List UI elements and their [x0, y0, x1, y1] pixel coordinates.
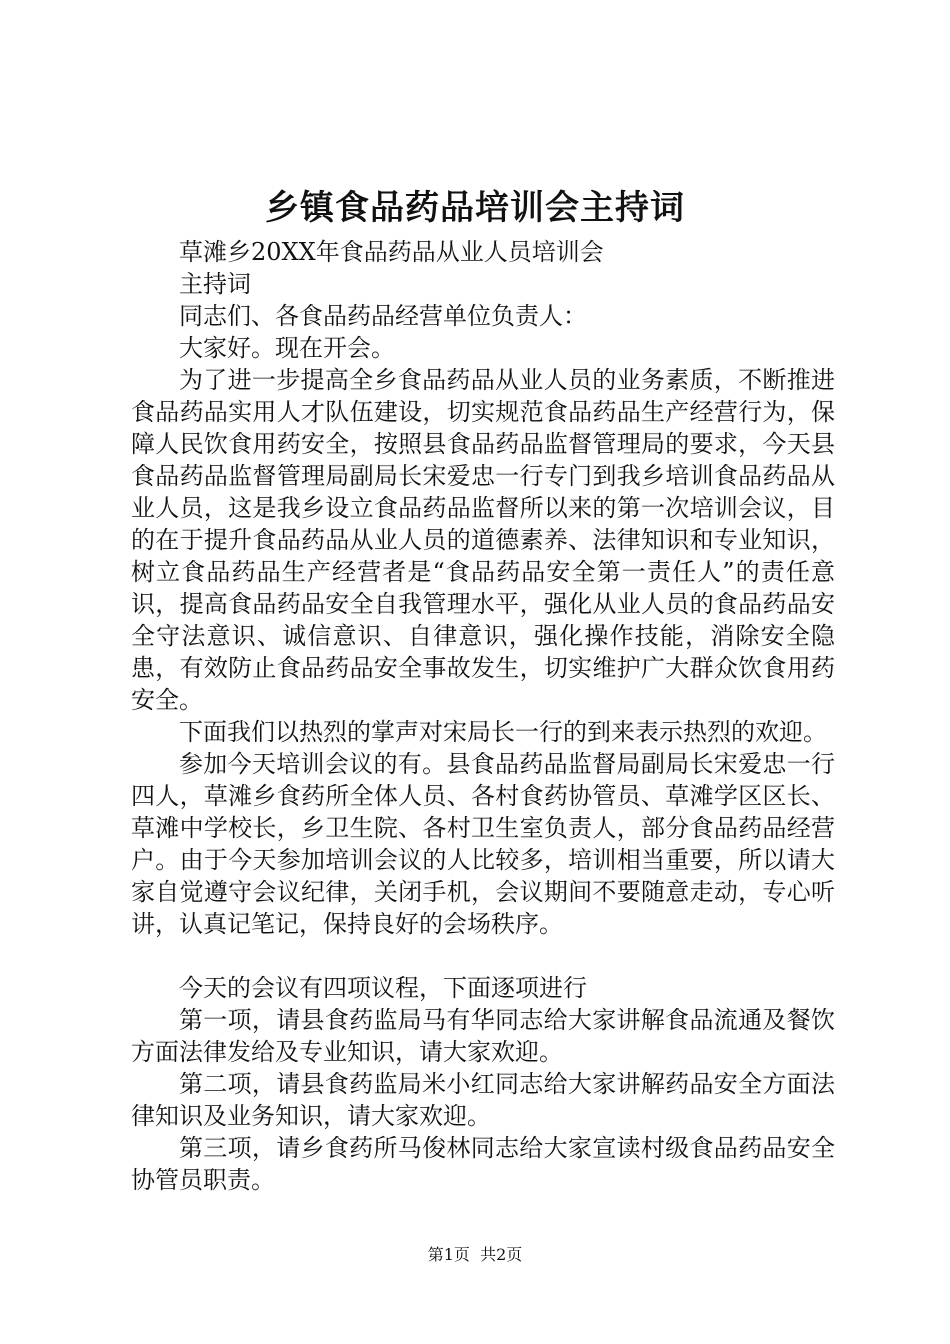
paragraph-agenda-intro: 今天的会议有四项议程，下面逐项进行 [179, 974, 587, 1002]
paragraph-agenda-item-2: 第二项，请县食药监局米小红同志给大家讲解药品安全方面法律知识及业务知识，请大家欢迎。 [131, 1070, 835, 1130]
footer-separator [470, 1245, 480, 1264]
paragraph-attendees: 参加今天培训会议的有。县食品药品监督局副局长宋爱忠一行四人，草滩乡食药所全体人员、各村食药协管员、草滩学区区长、草滩中学校长，乡卫生院、各村卫生室负责人，部分食品药品经营户。由于今天参加培训会议的人比较多，培训相当重要，所以请大家自觉遵守会议纪律，关闭手机，会议期间不要随意走动，专心听讲，认真记笔记，保持良好的会场秩序。 [131, 750, 835, 938]
page-total: 共2页 [480, 1245, 523, 1264]
paragraph-greeting: 大家好。现在开会。 [179, 334, 395, 362]
paragraph-purpose: 为了进一步提高全乡食品药品从业人员的业务素质，不断推进食品药品实用人才队伍建设，切实规范食品药品生产经营行为，保障人民饮食用药安全，按照县食品药品监督管理局的要求，今天县食品药品监督管理局副局长宋爱忠一行专门到我乡培训食品药品从业人员，这是我乡设立食品药品监督所以来的第一次培训会议，目的在于提升食品药品从业人员的道德素养、法律知识和专业知识，树立食品药品生产经营者是“食品药品安全第一责任人”的责任意识，提高食品药品安全自我管理水平，强化从业人员的食品药品安全守法意识、诚信意识、自律意识，强化操作技能，消除安全隐患，有效防止食品药品安全事故发生，切实维护广大群众饮食用药安全。 [131, 366, 835, 714]
document-title: 乡镇食品药品培训会主持词 [265, 188, 685, 228]
paragraph-agenda-item-1: 第一项，请县食药监局马有华同志给大家讲解食品流通及餐饮方面法律发给及专业知识，请大家欢迎。 [131, 1006, 835, 1066]
page-number: 第1页 [427, 1245, 470, 1264]
page-footer [0, 1244, 950, 1266]
paragraph-heading-line: 草滩乡20XX年食品药品从业人员培训会 [179, 238, 604, 266]
paragraph-subheading: 主持词 [179, 270, 251, 298]
document-body [131, 236, 835, 1196]
paragraph-welcome: 下面我们以热烈的掌声对宋局长一行的到来表示热烈的欢迎。 [179, 718, 827, 746]
paragraph-agenda-item-3: 第三项，请乡食药所马俊林同志给大家宣读村级食品药品安全协管员职责。 [131, 1134, 835, 1194]
paragraph-salutation: 同志们、各食品药品经营单位负责人： [179, 302, 587, 330]
